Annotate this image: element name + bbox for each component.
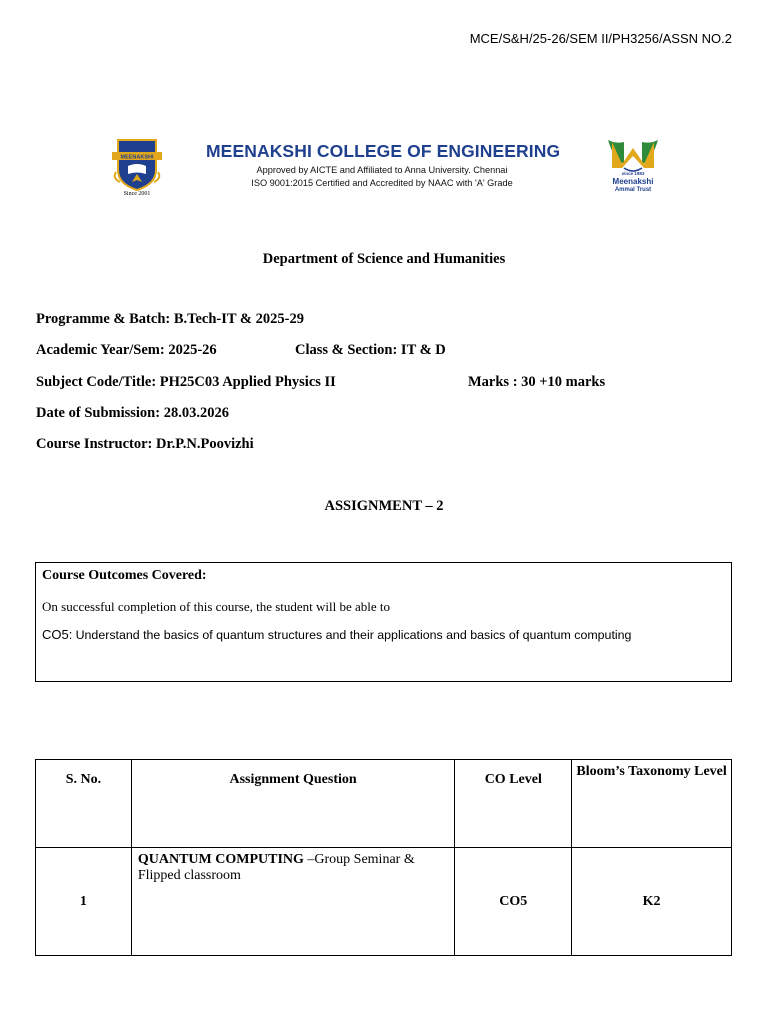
table-header-row [36, 760, 732, 848]
cell-question [131, 848, 455, 956]
cell-blooms-level: K2 [572, 848, 732, 956]
trust-logo [598, 134, 668, 196]
header-assignment-question: Assignment Question [131, 760, 455, 848]
course-outcomes-intro: On successful completion of this course, the student will be able to [42, 599, 391, 614]
cell-sno: 1 [36, 848, 132, 956]
date-of-submission: Date of Submission: 28.03.2026 [36, 405, 229, 421]
academic-year-sem: Academic Year/Sem: 2025-26 [36, 342, 217, 358]
course-outcomes-box [35, 562, 732, 682]
question-detail: –Group Seminar & Flipped classroom [137, 852, 415, 883]
course-outcome-co5 [42, 627, 631, 643]
crest-banner-text: MEENAKSHI [120, 154, 154, 161]
header-co-level: CO Level [455, 760, 572, 848]
assignment-title: ASSIGNMENT – 2 [324, 498, 444, 514]
marks: Marks : 30 +10 marks [468, 374, 606, 390]
college-name: MEENAKSHI COLLEGE OF ENGINEERING [206, 141, 561, 161]
header-sno: S. No. [36, 760, 132, 848]
crest-since-label: Since 2001 [123, 191, 151, 197]
assignment-table [35, 759, 732, 956]
co-description: Understand the basics of quantum structures and their applications and basics of quantum computing [75, 628, 632, 642]
reference-code: MCE/S&H/25-26/SEM II/PH3256/ASSN NO.2 [469, 31, 732, 46]
subject-code-title: Subject Code/Title: PH25C03 Applied Physics II [36, 374, 336, 390]
cell-co-level: CO5 [455, 848, 572, 956]
approval-line: Approved by AICTE and Affiliated to Anna University. Chennai [256, 165, 508, 175]
course-instructor: Course Instructor: Dr.P.N.Poovizhi [36, 436, 254, 452]
trust-name-text: Meenakshi [612, 177, 654, 186]
header-blooms-level: Bloom’s Taxonomy Level [572, 760, 732, 848]
co-code: CO5: [42, 627, 73, 642]
accreditation-line: ISO 9001:2015 Certified and Accredited by NAAC with 'A' Grade [251, 178, 513, 188]
trust-since-text: since 1983 [621, 171, 645, 176]
question-topic: QUANTUM COMPUTING [137, 852, 304, 867]
department-heading: Department of Science and Humanities [262, 251, 506, 267]
college-header [206, 141, 561, 188]
programme-batch: Programme & Batch: B.Tech-IT & 2025-29 [36, 311, 304, 327]
class-section: Class & Section: IT & D [295, 342, 446, 358]
trust-subtitle-text: Ammal Trust [614, 187, 652, 193]
course-outcomes-heading: Course Outcomes Covered: [42, 568, 207, 583]
table-row [36, 848, 732, 956]
